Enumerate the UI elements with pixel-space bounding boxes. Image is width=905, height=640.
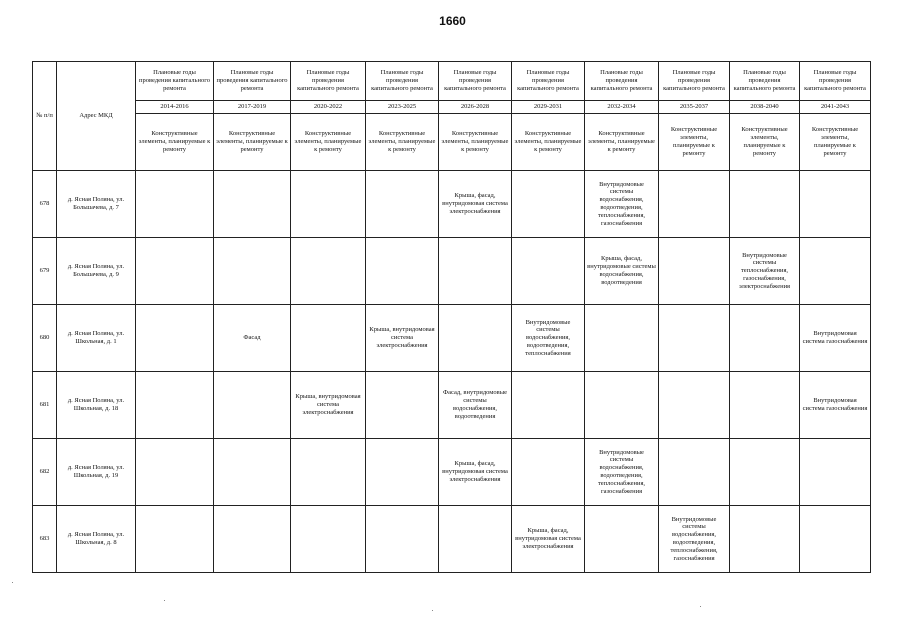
row-address: д. Ясная Поляна, ул. Школьная, д. 8 <box>57 506 136 573</box>
row-number: 678 <box>33 171 57 238</box>
repair-elements-cell <box>366 506 439 573</box>
column-header-planned-years: Плановые годы проведения капитального ремонта <box>585 62 659 101</box>
elements-header: Конструктивные элементы, планируемые к ремонту <box>512 114 585 171</box>
table-row <box>33 439 871 506</box>
elements-header: Конструктивные элементы, планируемые к ремонту <box>439 114 512 171</box>
repair-elements-cell: Крыша, фасад, внутридомовые системы водоснабжения, водоотведения <box>585 238 659 305</box>
repair-elements-cell: Внутридомовая система газоснабжения <box>800 305 871 372</box>
repair-elements-cell <box>291 238 366 305</box>
repair-elements-cell <box>512 171 585 238</box>
repair-elements-cell <box>366 372 439 439</box>
capital-repair-table <box>32 61 871 573</box>
elements-header: Конструктивные элементы, планируемые к ремонту <box>730 114 800 171</box>
repair-elements-cell: Внутридомовые системы водоснабжения, водоотведения, теплоснабжения, газоснабжения <box>585 439 659 506</box>
repair-elements-cell <box>800 171 871 238</box>
repair-elements-cell: Внутридомовые системы теплоснабжения, газоснабжения, электроснабжения <box>730 238 800 305</box>
repair-elements-cell <box>585 372 659 439</box>
repair-elements-cell <box>214 439 291 506</box>
repair-elements-cell <box>730 506 800 573</box>
scan-speck <box>432 610 433 611</box>
table-row <box>33 305 871 372</box>
repair-elements-cell <box>291 305 366 372</box>
repair-elements-cell <box>136 305 214 372</box>
repair-elements-cell: Внутридомовая система газоснабжения <box>800 372 871 439</box>
repair-elements-cell <box>136 506 214 573</box>
repair-elements-cell: Крыша, фасад, внутридомовая система электроснабжения <box>439 171 512 238</box>
row-number: 681 <box>33 372 57 439</box>
repair-elements-cell: Внутридомовые системы водоснабжения, водоотведения, теплоснабжения, газоснабжения <box>659 506 730 573</box>
row-number: 680 <box>33 305 57 372</box>
repair-elements-cell <box>291 171 366 238</box>
repair-elements-cell <box>800 238 871 305</box>
repair-elements-cell: Крыша, внутридомовая система электроснабжения <box>366 305 439 372</box>
column-header-planned-years: Плановые годы проведения капитального ремонта <box>800 62 871 101</box>
table-row <box>33 171 871 238</box>
row-address: д. Ясная Поляна, ул. Школьная, д. 19 <box>57 439 136 506</box>
year-range-header: 2032-2034 <box>585 101 659 114</box>
column-header-planned-years: Плановые годы проведения капитального ремонта <box>291 62 366 101</box>
repair-elements-cell <box>366 171 439 238</box>
row-address: д. Ясная Поляна, ул. Большачева, д. 7 <box>57 171 136 238</box>
column-header-planned-years: Плановые годы проведения капитального ремонта <box>366 62 439 101</box>
repair-elements-cell: Внутридомовые системы водоснабжения, водоотведения, теплоснабжения <box>512 305 585 372</box>
repair-elements-cell <box>366 238 439 305</box>
elements-header: Конструктивные элементы, планируемые к ремонту <box>366 114 439 171</box>
column-header-address: Адрес МКД <box>57 62 136 171</box>
column-header-planned-years: Плановые годы проведения капитального ремонта <box>439 62 512 101</box>
repair-elements-cell <box>136 372 214 439</box>
elements-header: Конструктивные элементы, планируемые к ремонту <box>136 114 214 171</box>
column-header-planned-years: Плановые годы проведения капитального ремонта <box>659 62 730 101</box>
repair-elements-cell <box>585 506 659 573</box>
repair-elements-cell <box>366 439 439 506</box>
column-header-planned-years: Плановые годы проведения капитального ремонта <box>136 62 214 101</box>
elements-header: Конструктивные элементы, планируемые к ремонту <box>800 114 871 171</box>
repair-elements-cell <box>291 506 366 573</box>
elements-header: Конструктивные элементы, планируемые к ремонту <box>291 114 366 171</box>
repair-elements-cell <box>512 372 585 439</box>
elements-header: Конструктивные элементы, планируемые к ремонту <box>214 114 291 171</box>
repair-elements-cell <box>136 171 214 238</box>
repair-elements-cell <box>439 305 512 372</box>
repair-elements-cell <box>214 372 291 439</box>
row-number: 679 <box>33 238 57 305</box>
repair-elements-cell <box>214 171 291 238</box>
repair-elements-cell <box>136 439 214 506</box>
column-header-planned-years: Плановые годы проведения капитального ремонта <box>512 62 585 101</box>
repair-elements-cell <box>730 439 800 506</box>
row-number: 683 <box>33 506 57 573</box>
repair-elements-cell: Фасад, внутридомовые системы водоснабжения, водоотведения <box>439 372 512 439</box>
repair-elements-cell <box>439 238 512 305</box>
scan-speck <box>700 606 701 607</box>
repair-elements-cell <box>659 372 730 439</box>
repair-elements-cell <box>730 372 800 439</box>
repair-elements-cell <box>730 305 800 372</box>
repair-elements-cell: Фасад <box>214 305 291 372</box>
column-header-number: № п/п <box>33 62 57 171</box>
repair-elements-cell: Внутридомовые системы водоснабжения, водоотведения, теплоснабжения, газоснабжения <box>585 171 659 238</box>
repair-elements-cell <box>659 171 730 238</box>
repair-elements-cell <box>659 305 730 372</box>
table-row <box>33 238 871 305</box>
repair-elements-cell <box>585 305 659 372</box>
row-address: д. Ясная Поляна, ул. Школьная, д. 1 <box>57 305 136 372</box>
repair-elements-cell: Крыша, фасад, внутридомовая система электроснабжения <box>512 506 585 573</box>
repair-elements-cell <box>291 439 366 506</box>
scan-speck <box>164 600 165 601</box>
year-range-header: 2035-2037 <box>659 101 730 114</box>
repair-elements-cell <box>512 238 585 305</box>
repair-elements-cell <box>730 171 800 238</box>
year-range-header: 2017-2019 <box>214 101 291 114</box>
repair-elements-cell <box>214 238 291 305</box>
repair-elements-cell <box>800 439 871 506</box>
scan-speck <box>12 582 13 583</box>
table-row <box>33 372 871 439</box>
row-number: 682 <box>33 439 57 506</box>
elements-header: Конструктивные элементы, планируемые к ремонту <box>659 114 730 171</box>
elements-header: Конструктивные элементы, планируемые к ремонту <box>585 114 659 171</box>
repair-elements-cell <box>214 506 291 573</box>
year-range-header: 2020-2022 <box>291 101 366 114</box>
page-number: 1660 <box>439 14 466 28</box>
year-range-header: 2023-2025 <box>366 101 439 114</box>
year-range-header: 2041-2043 <box>800 101 871 114</box>
repair-elements-cell <box>659 238 730 305</box>
table-row <box>33 506 871 573</box>
repair-elements-cell <box>659 439 730 506</box>
year-range-header: 2026-2028 <box>439 101 512 114</box>
year-range-header: 2014-2016 <box>136 101 214 114</box>
column-header-planned-years: Плановые годы проведения капитального ремонта <box>214 62 291 101</box>
row-address: д. Ясная Поляна, ул. Школьная, д. 18 <box>57 372 136 439</box>
column-header-planned-years: Плановые годы проведения капитального ремонта <box>730 62 800 101</box>
repair-elements-cell <box>512 439 585 506</box>
repair-elements-cell: Крыша, внутридомовая система электроснабжения <box>291 372 366 439</box>
year-range-header: 2029-2031 <box>512 101 585 114</box>
repair-elements-cell <box>136 238 214 305</box>
repair-elements-cell <box>439 506 512 573</box>
row-address: д. Ясная Поляна, ул. Большачева, д. 9 <box>57 238 136 305</box>
repair-elements-cell: Крыша, фасад, внутридомовая система электроснабжения <box>439 439 512 506</box>
year-range-header: 2038-2040 <box>730 101 800 114</box>
repair-elements-cell <box>800 506 871 573</box>
